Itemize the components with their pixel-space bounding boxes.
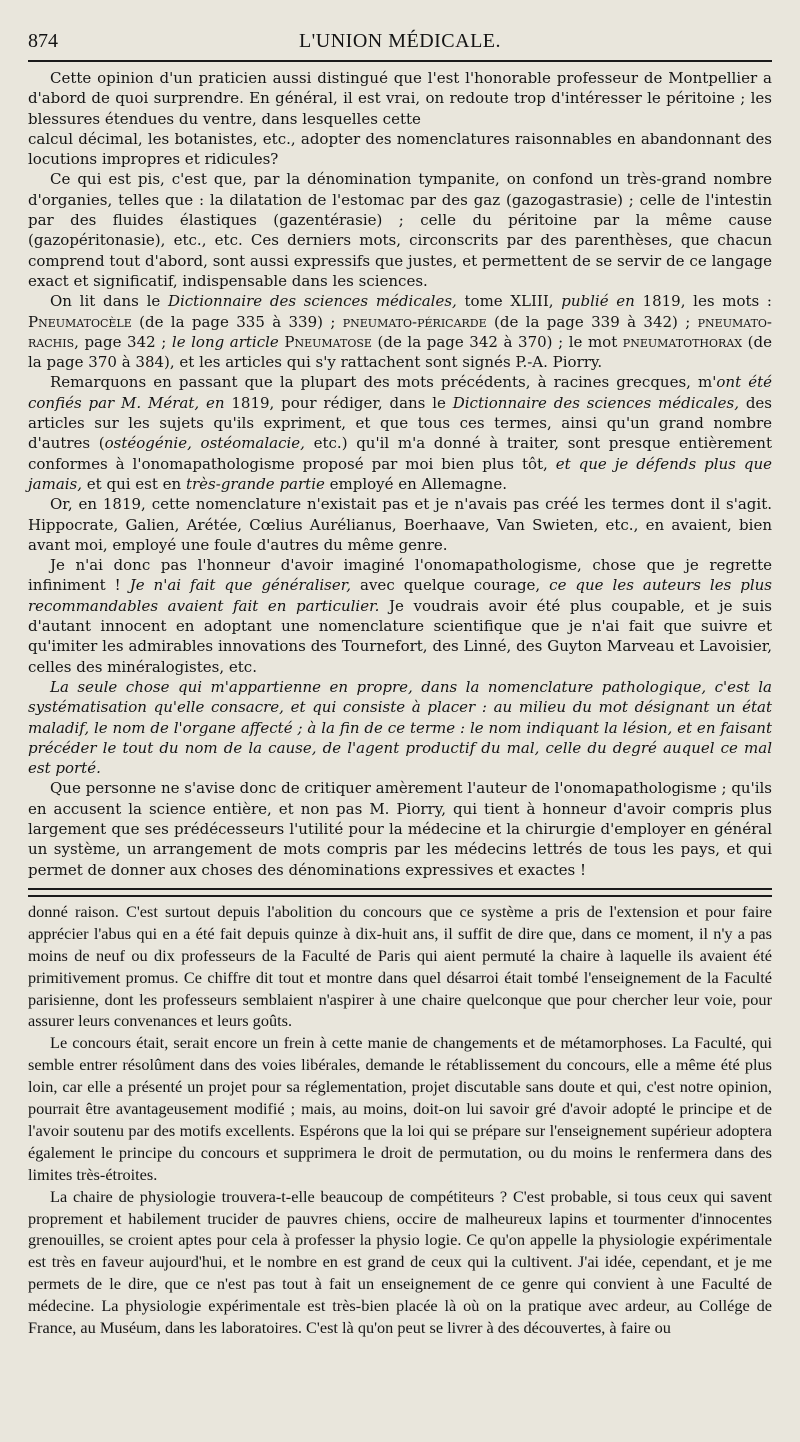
page-header	[28, 26, 772, 62]
paragraph: Ce qui est pis, c'est que, par la dénomination tympanite, on confond un très-grand nombre d'organies, telles que : la dilatation de l'estomac par des gaz (gazogastrasie) ; celle de l'intestin par des fluides élastiques (gazentérasie) ; celle du péritoine par la même cause (gazopéritonasie), etc., etc. Ces derniers mots, circonscrits par des parenthèses, que chacun comprend tout d'abord, sont aussi expressifs que justes, et permettent de se servir de ce langage exact et significatif, indispensable dans les sciences.	[28, 170, 772, 290]
paragraph: On lit dans le Dictionnaire des sciences médicales, tome XLIII, publié en 1819, les mots : Pneumatocèle (de la page 335 à 339) ; pneumato-péricarde (de la page 339 à 342) ; pneumato-rachis, page 342 ; le long article Pneumatose (de la page 342 à 370) ; le mot pneumatothorax (de la page 370 à 384), et les articles qui s'y rattachent sont signés P.-A. Piorry.	[28, 292, 772, 372]
paragraph-italic: La seule chose qui m'appartienne en propre, dans la nomenclature pathologique, c'est la systématisation qu'elle consacre, et qui consiste à placer : au milieu du mot désignant un état maladif, le nom de l'organe affecté ; à la fin de ce terme : le nom indiquant la lésion, et en faisant précéder le tout du nom de la cause, de l'agent productif du mal, celle du degré auquel ce mal est porté.	[28, 677, 772, 778]
running-title: L'UNION MÉDICALE.	[298, 30, 502, 52]
paragraph: La chaire de physiologie trouvera-t-elle beaucoup de compétiteurs ? C'est probable, si tous ceux qui savent proprement et habilement trucider de pauvres chiens, occire de malheureux lapins et tourmenter d'innocentes grenouilles, se croient aptes pour cela à professer la physio logie. Ce qu'on appelle la physiologie expérimentale est très en faveur aujourd'hui, et le nombre en est grand de ceux qui la cultivent. J'ai idée, cependant, et je me permets de le dire, que ce n'est pas tout à fait un enseignement de ce genre qui convient à une Faculté de médecine. La physiologie expérimentale est très-bien placée là où on la pratique avec ardeur, au Collége de France, au Muséum, dans les laboratoires. C'est là qu'on peut se livrer à des découvertes, à faire ou	[28, 1186, 772, 1338]
paragraph: Remarquons en passant que la plupart des mots précédents, à racines grecques, m'ont été confiés par M. Mérat, en 1819, pour rédiger, dans le Dictionnaire des sciences médicales, des articles sur les sujets qu'ils expriment, et que tous ces termes, ainsi qu'un grand nombre d'autres (ostéogénie, ostéomalacie, etc.) qu'il m'a donné à traiter, sont presque entièrement conformes à l'onomapathologisme proposé par moi bien plus tôt, et que je défends plus que jamais, et qui est en très-grande partie employé en Allemagne.	[28, 373, 772, 493]
section-divider	[28, 888, 772, 897]
paragraph: Que personne ne s'avise donc de critiquer amèrement l'auteur de l'onomapathologisme ; qu'ils en accusent la science entière, et non pas M. Piorry, qui tient à honneur d'avoir compris plus largement que ses prédécesseurs l'utilité pour la médecine et la chirurgie d'employer en général un système, un arrangement de mots compris par les médecins lettrés de tous les pays, et qui permet de donner aux choses des dénominations expressives et exactes !	[28, 779, 772, 879]
paragraph: Cette opinion d'un praticien aussi distingué que l'est l'honorable professeur de Montpellier a d'abord de quoi surprendre. En général, il est vrai, on redoute trop d'intéresser le péritoine ; les blessures étendues du ventre, dans lesquelles cette	[28, 69, 772, 128]
paragraph: Or, en 1819, cette nomenclature n'existait pas et je n'avais pas créé les termes dont il s'agit. Hippocrate, Galien, Arétée, Cœlius Aurélianus, Boerhaave, Van Swieten, etc., en avaient, bien avant moi, employé une foule d'autres du même genre.	[28, 495, 772, 554]
paragraph: donné raison. C'est surtout depuis l'abolition du concours que ce système a pris de l'extension et pour faire apprécier l'abus qui en a été fait depuis quinze à dix-huit ans, il suffit de dire que, dans ce moment, il n'y a pas moins de neuf ou dix professeurs de la Faculté de Paris qui aient permuté la chaire à laquelle ils avaient été primitivement promus. Ce chiffre dit tout et montre dans quel désarroi était tombé l'enseignement de la Faculté parisienne, dont les professeurs semblaient n'aspirer à une chaire quelconque que pour chercher leur voie, pour assurer leurs convenances et leurs goûts.	[28, 901, 772, 1031]
page-number: 874	[28, 30, 58, 52]
paragraph: Le concours était, serait encore un frein à cette manie de changements et de métamorphoses. La Faculté, qui semble entrer résolûment dans des voies libérales, demande le rétablissement du concours, elle a même été plus loin, car elle a présenté un projet pour sa réglementation, projet discutable sans doute et qui, c'est notre opinion, pourrait être avantageusement modifié ; mais, au moins, doit-on lui savoir gré d'avoir adopté le principe et de l'avoir soutenu par des motifs excellents. Espérons que la loi qui se prépare sur l'enseignement supérieur adoptera également le principe du concours et supprimera le droit de permutation, ou du moins le renfermera dans des limites très-étroites.	[28, 1033, 772, 1184]
paragraph: Je n'ai donc pas l'honneur d'avoir imaginé l'onomapathologisme, chose que je regrette infiniment ! Je n'ai fait que généraliser, avec quelque courage, ce que les auteurs les plus recommandables avaient fait en particulier. Je voudrais avoir été plus coupable, et je suis d'autant innocent en adoptant une nomenclature scientifique que je n'ai fait que suivre et qu'imiter les admirables innovations des Tournefort, des Linné, des Guyton Marveau et Lavoisier, celles des minéralogistes, etc.	[28, 556, 772, 676]
paragraph: calcul décimal, les botanistes, etc., adopter des nomenclatures raisonnables en abandonnant des locutions impropres et ridicules?	[28, 129, 772, 169]
feuilleton-text-block	[28, 897, 772, 1339]
main-text-block	[28, 62, 772, 880]
